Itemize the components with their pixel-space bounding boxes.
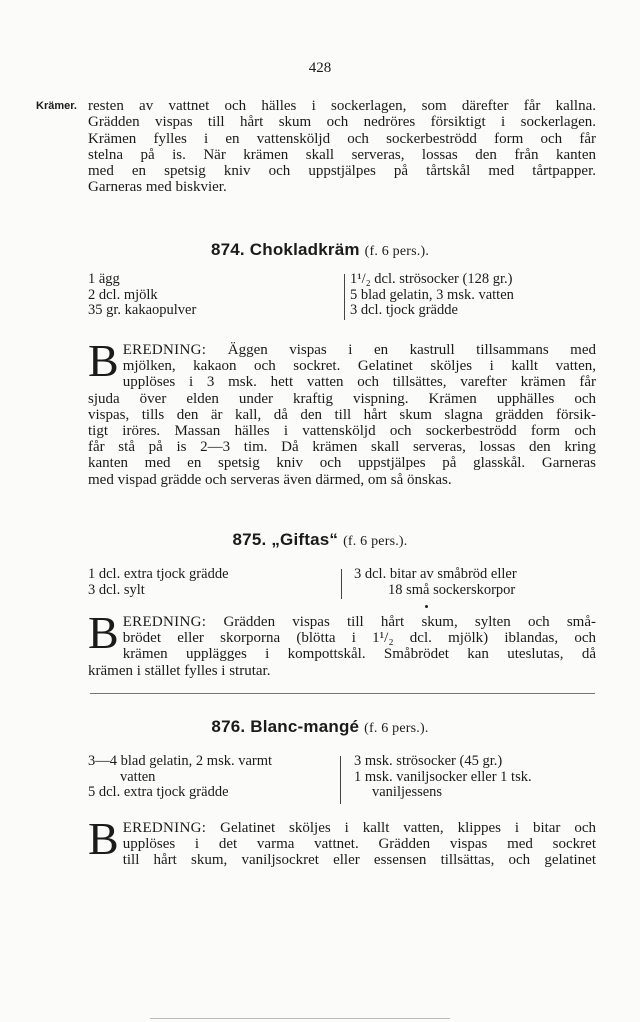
- ingredients-block: [88, 272, 596, 322]
- recipe-title: Chokladkräm: [249, 240, 360, 259]
- method-label: EREDNING:: [122, 820, 207, 836]
- text-line: kanten med en spetsig kniv och uppstjälpes på glasskål. Garneras: [88, 455, 596, 472]
- intro-paragraph: [88, 98, 596, 196]
- text-line: [88, 614, 596, 630]
- column-divider: [344, 274, 345, 320]
- ingredients-right: [354, 567, 517, 598]
- ingredient: 1 ägg: [88, 271, 120, 287]
- recipe-title: Blanc-mangé: [250, 717, 360, 736]
- text-line: resten av vattnet och hälles i sockerlagen, som därefter får kallna.: [88, 98, 596, 114]
- column-divider: [340, 756, 341, 804]
- drop-cap: B: [88, 335, 119, 386]
- ingredient: 3 dcl. sylt: [88, 581, 145, 598]
- text-line: krämen i stället fylles i strutar.: [88, 662, 271, 679]
- method-label: EREDNING:: [122, 614, 207, 630]
- ink-dot: [425, 605, 428, 608]
- text-line: krämen upplägges i kompottskål. Småbrödet kan uteslutas, då: [122, 646, 596, 663]
- method-label: EREDNING:: [122, 342, 207, 358]
- ingredient: vaniljessens: [372, 784, 443, 800]
- text-line: Grädden vispas till hårt skum och nedröres försiktigt i sockerlagen.: [88, 114, 596, 131]
- text-line: [88, 342, 596, 358]
- text-line: mjölken, kakaon och sockret. Gelatinet sköljes i kallt vatten,: [122, 358, 596, 375]
- method-first-line: Äggen vispas i en kastrull tillsammans med: [227, 342, 596, 358]
- method-first-line: Grädden vispas till hårt skum, sylten och små-: [223, 614, 596, 630]
- bottom-rule: [150, 1018, 450, 1019]
- ingredients-left: [88, 754, 338, 801]
- recipe-number: 876.: [211, 717, 246, 736]
- text-line: Krämen fylles i en vattensköljd och sockerbeströdd form och får: [88, 130, 596, 147]
- method-paragraph: [88, 607, 596, 679]
- text-line: med vispad grädde och serveras även därmed, om så önskas.: [88, 471, 452, 488]
- method-paragraph: [88, 813, 597, 869]
- text-line: upplöses i det varma vattnet. Grädden vispas med sockret: [122, 836, 596, 853]
- text-line: tigt iröres. Massan hälles i vattensköljd och sockerbeströdd form och: [88, 423, 596, 440]
- text-line: till hårt skum, vaniljsockret eller essensen tillsättas, och gelatinet: [122, 852, 596, 869]
- ingredient: 2 dcl. mjölk: [88, 286, 158, 303]
- recipe-number: 875.: [232, 530, 267, 549]
- ingredient: 3 dcl. bitar av småbröd eller: [354, 566, 517, 582]
- text-line: vispas, tills den är kall, då den till hårt skum slagna grädden försik-: [88, 406, 596, 423]
- drop-cap: B: [88, 607, 119, 658]
- ingredients-block: [88, 754, 596, 804]
- ingredients-right: [350, 272, 514, 319]
- text-line: upplöses i 3 msk. hett vatten och tillsättes, varefter krämen får: [122, 374, 596, 391]
- recipe-title: „Giftas“: [271, 530, 339, 549]
- ingredient: 3—4 blad gelatin, 2 msk. varmt: [88, 753, 273, 769]
- ingredients-right: [354, 754, 532, 801]
- margin-note: Krämer.: [36, 100, 77, 112]
- text-line: Garneras med biskvier.: [88, 179, 227, 196]
- method-first-line: Gelatinet sköljes i kallt vatten, klippes i bitar och: [220, 820, 597, 836]
- ingredients-left: [88, 567, 338, 598]
- ingredient: 35 gr. kakaopulver: [88, 302, 197, 318]
- text-line: [88, 820, 596, 836]
- ingredient: 5 blad gelatin, 3 msk. vatten: [350, 286, 514, 303]
- ingredient: 1¹/₂ dcl. strösocker (128 gr.): [350, 271, 513, 287]
- recipe-heading: [0, 240, 640, 260]
- recipe-serves: (f. 6 pers.).: [364, 721, 429, 736]
- text-line: med en spetsig kniv och uppstjälpes på tårtskål med tårtpapper.: [88, 163, 596, 180]
- ingredient: 3 dcl. tjock grädde: [350, 302, 458, 318]
- page-number: 428: [308, 60, 332, 76]
- text-line: brödet eller skorporna (blötta i 1¹/₂ dcl. mjölk) iblandas, och: [122, 630, 596, 647]
- text-line: sjuda över elden under kraftig vispning. Krämen upphälles och: [88, 390, 596, 407]
- ingredient: 1 msk. vaniljsocker eller 1 tsk.: [354, 768, 532, 785]
- text-line: får stå på is 2—3 tim. Då krämen skall serveras, lossas den kring: [88, 439, 596, 456]
- recipe-serves: (f. 6 pers.).: [364, 244, 430, 259]
- divider-rule: [90, 693, 595, 694]
- text-line: stelna på is. När krämen skall serveras, lossas den från kanten: [88, 146, 596, 163]
- recipe-heading: [0, 530, 640, 550]
- recipe-heading: [0, 717, 640, 737]
- ingredient: 3 msk. strösocker (45 gr.): [354, 753, 503, 769]
- column-divider: [341, 569, 342, 599]
- ingredient: 18 små sockerskorpor: [388, 581, 516, 598]
- method-paragraph: [88, 335, 596, 488]
- recipe-number: 874.: [210, 240, 245, 259]
- ingredient: 1 dcl. extra tjock grädde: [88, 566, 229, 582]
- ingredients-block: [88, 567, 596, 603]
- ingredient: vatten: [120, 768, 156, 785]
- drop-cap: B: [88, 813, 119, 864]
- ingredients-left: [88, 272, 338, 319]
- recipe-serves: (f. 6 pers.).: [343, 534, 408, 549]
- ingredient: 5 dcl. extra tjock grädde: [88, 784, 229, 800]
